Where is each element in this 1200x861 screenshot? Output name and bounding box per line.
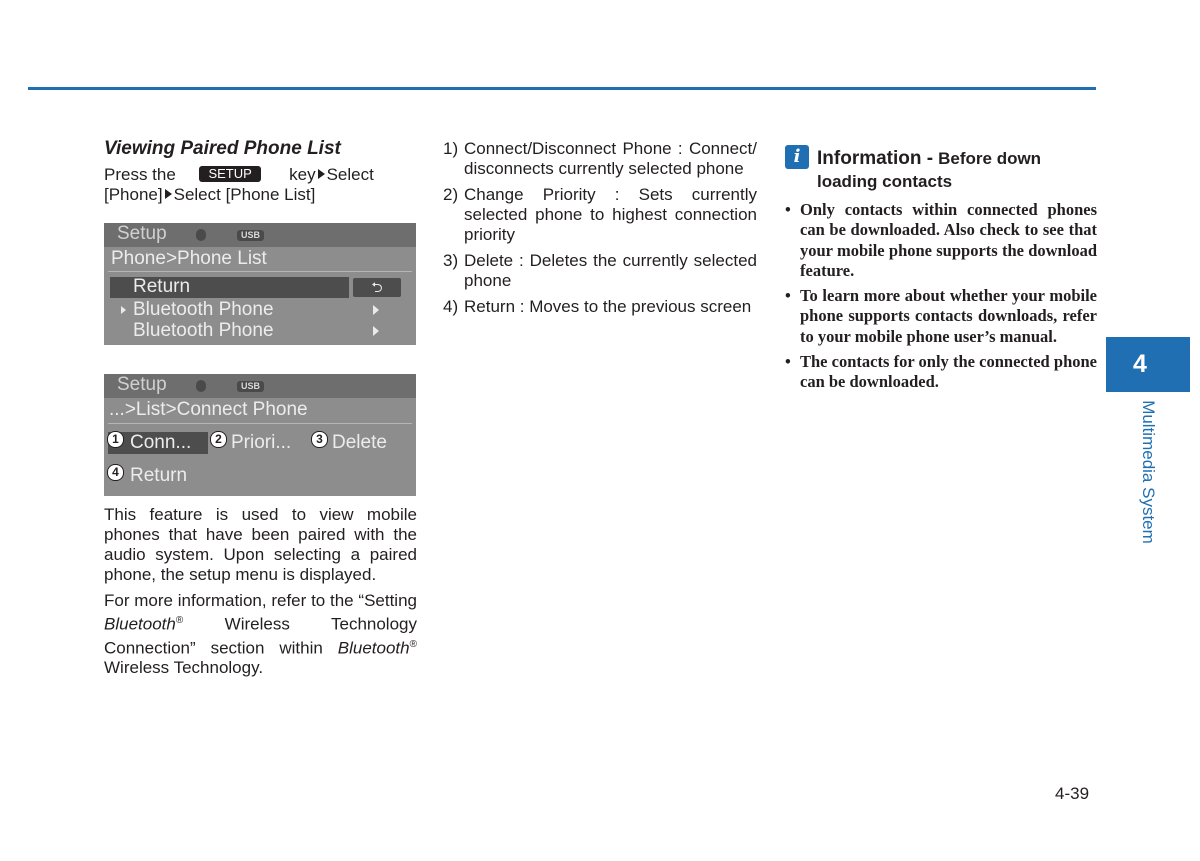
bullet-icon: • [785, 200, 791, 219]
list-item [785, 200, 1097, 281]
arrow-right-icon [165, 189, 172, 199]
list-number: 1) [443, 139, 459, 158]
info-title-main: Information - [817, 148, 934, 169]
description [104, 505, 417, 684]
phone-item[interactable]: Bluetooth Phone [133, 320, 274, 341]
registered-mark: ® [175, 615, 184, 626]
return-label: Return [133, 276, 191, 297]
registered-mark: ® [409, 638, 417, 650]
usb-icon: USB [237, 381, 264, 392]
setup-key-badge: SETUP [199, 166, 260, 182]
ref-text: Wireless Technology. [104, 658, 264, 678]
phone-item[interactable]: Bluetooth Phone [133, 299, 274, 320]
chevron-right-icon [373, 305, 379, 315]
bullet-icon: • [785, 286, 791, 306]
callout-number: 4 [107, 464, 124, 481]
list-text: Connect/Disconnect Phone : Connect/ disconnects currently selected phone [464, 139, 757, 178]
bluetooth-term: Bluetooth [337, 638, 410, 658]
screen-path: ...>List>Connect Phone [109, 399, 308, 420]
callout-number: 1 [107, 431, 124, 448]
screen-phone-list [104, 223, 416, 345]
bullet-text: Only contacts within connected phones can be downloaded. Also check to see that your mobile phone supports the download feature. [800, 200, 1097, 280]
screen-connect-phone [104, 374, 416, 496]
screen-status-bar [104, 223, 416, 247]
list-item [785, 286, 1097, 347]
phone-text: [Phone] [104, 185, 163, 204]
list-number: 4) [443, 297, 459, 316]
screen-title: Setup [117, 374, 167, 395]
arrow-right-icon [318, 169, 325, 179]
list-item [443, 139, 757, 179]
chapter-tab [1106, 337, 1190, 392]
info-title-sub: Before down [938, 149, 1042, 168]
list-number: 3) [443, 251, 459, 270]
info-title [817, 147, 1041, 193]
key-text: key [289, 165, 316, 184]
reference-para [104, 591, 417, 678]
screen-status-bar [104, 374, 416, 398]
list-item [443, 185, 757, 245]
list-text: Change Priority : Sets currently selected phone to highest connection priority [464, 185, 757, 244]
option-connect[interactable]: Conn... [130, 432, 192, 453]
left-column [104, 138, 417, 211]
back-button[interactable]: ⮌ [353, 278, 401, 297]
option-return[interactable]: Return [130, 465, 188, 486]
info-title-sub: loading contacts [817, 172, 953, 191]
press-text: Press the [104, 165, 176, 184]
list-item [443, 251, 757, 291]
bluetooth-icon [196, 380, 206, 392]
divider [108, 271, 412, 272]
divider [108, 423, 412, 424]
info-bullets [785, 200, 1097, 393]
bullet-text: To learn more about whether your mobile phone supports contacts downloads, refer to your mobile phone user’s manual. [800, 286, 1097, 346]
instruction-text [104, 165, 417, 205]
callout-number: 3 [311, 431, 328, 448]
top-rule [28, 87, 1096, 90]
list-item [785, 352, 1097, 393]
section-heading: Viewing Paired Phone List [104, 138, 341, 159]
screen-title: Setup [117, 223, 167, 244]
option-delete[interactable]: Delete [332, 432, 387, 453]
list-text: Return : Moves to the previous screen [464, 297, 752, 316]
bullet-icon: • [785, 352, 791, 372]
list-text: Delete : Deletes the currently selected phone [464, 251, 757, 290]
information-box [785, 145, 1097, 393]
bullet-text: The contacts for only the connected phone can be downloaded. [800, 352, 1097, 392]
ref-text: For more information, refer to the “Setting [104, 591, 417, 610]
info-icon: i [785, 145, 809, 169]
callout-number: 2 [210, 431, 227, 448]
chevron-right-icon [373, 326, 379, 336]
page-number: 4-39 [1055, 784, 1090, 803]
info-header [785, 145, 1097, 193]
option-priority[interactable]: Priori... [231, 432, 292, 453]
bluetooth-term: Bluetooth [104, 614, 176, 634]
chapter-number: 4 [1133, 350, 1147, 378]
screen-path: Phone>Phone List [111, 248, 267, 269]
select-text: Select [326, 165, 374, 184]
function-list [443, 139, 757, 323]
list-item [443, 297, 757, 317]
ref-text: Wireless Technology Connection” section within [104, 614, 417, 658]
usb-icon: USB [237, 230, 264, 241]
chapter-side-label: Multimedia System [1139, 400, 1158, 544]
select-phone-list-text: Select [Phone List] [173, 185, 316, 204]
bluetooth-icon [196, 229, 206, 241]
description-para: This feature is used to view mobile phones that have been paired with the audio system. Upon selecting a paired phone, the setup menu is displayed. [104, 505, 417, 584]
selection-pointer-icon [121, 306, 126, 314]
list-number: 2) [443, 185, 459, 204]
